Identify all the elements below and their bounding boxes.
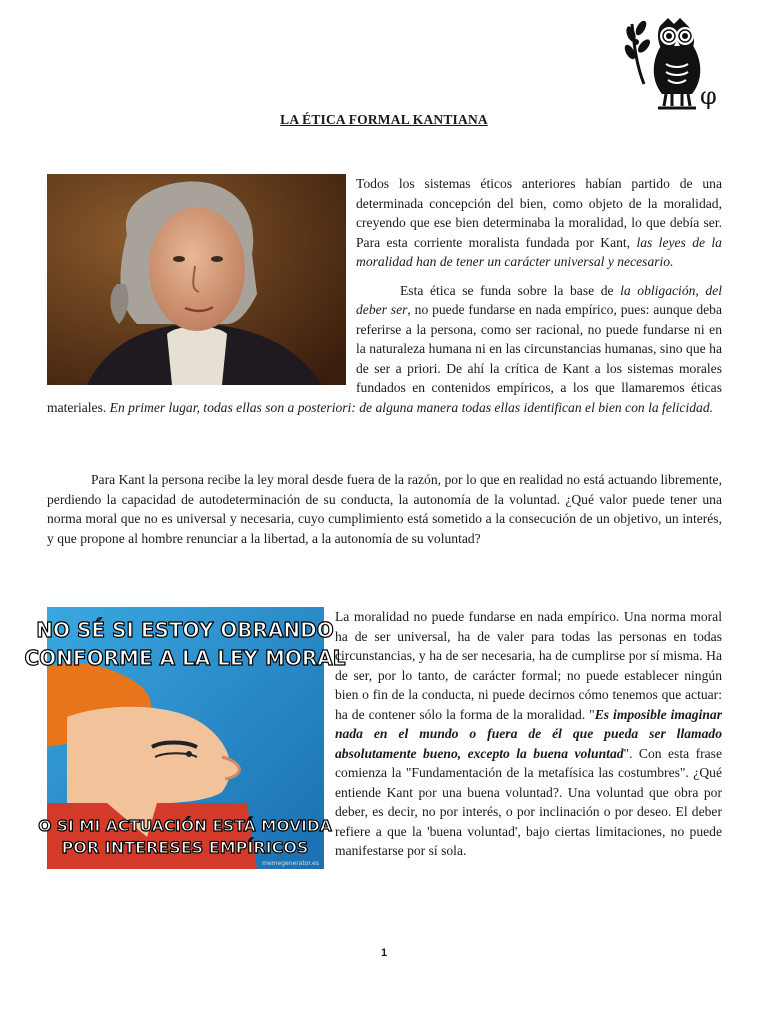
page-title: LA ÉTICA FORMAL KANTIANA — [280, 112, 488, 127]
svg-text:memegenerator.es: memegenerator.es — [262, 860, 319, 867]
svg-text:φ: φ — [700, 82, 717, 110]
paragraph-3: NO SÉ SI ESTOY OBRANDO CONFORME A LA LEY MORAL O SI MI ACTUACIÓN ESTÁ MOVIDA POR INTERESES EMPÍRICOS memegenerator.es La moralidad no puede fundarse en nada empírico. Una norma moral ha de ser universal, ha de valer para todas las personas en todas circunstancias, y ha de ser necesaria, ha de cumplirse por sí misma. Ha de ser, por lo tanto, de carácter formal; no puede establecer ningún bien o fin de la conducta, ni puede decirnos cómo tenemos que actuar: ha de contener sólo la forma de la moralidad. "Es imposible imaginar nada en el mundo o fuera de él que pueda ser llamado absolutamente bueno, excepto la buena voluntad". Con esta frase comienza la "Fundamentación de la metafísica las costumbres". ¿Qué entiende Kant por una buena voluntad?. Una voluntad que obra por deber, es decir, no por interés, o por inclinación o por deseo. El deber refiere a que la 'buena voluntad', bajo ciertas limitaciones, no puede manifestarse por sí sola. — [24, 609, 722, 867]
paragraph-1: Todos los sistemas éticos anteriores habían partido de una determinada concepción del bien, como objeto de la moralidad, creyendo que ese bien determinaba la moralidad, lo que debía ser. Para esta corriente moralista fundada por Kant, las leyes de la moralidad han de tener un carácter universal y necesario. Esta ética se funda sobre la base de la obligación, del deber ser, no puede fundarse en nada empírico, pues: aunque deba referirse a la persona, como ser racional, no puede fundarse ni en la naturaleza humana ni en las circunstancias humanas, sino que ha de ser a priori. De ahí la crítica de Kant a los sistemas morales fundados en contenidos empíricos, a los que llamaremos éticas materiales. En primer lugar, todas ellas son a posteriori: de alguna manera todas ellas identifican el bien con la felicidad. — [47, 176, 722, 415]
svg-text:POR INTERESES EMPÍRICOS: POR INTERESES EMPÍRICOS — [61, 838, 309, 857]
paragraph-2: Para Kant la persona recibe la ley moral desde fuera de la razón, por lo que en realidad no está actuando libremente, perdiendo la capacidad de autodeterminación de su conducta, la autonomía de la voluntad. ¿Qué valor puede tener una norma moral que no es universal y necesaria, cuyo cumplimiento está sometido a la consecución de un objetivo, un interés, y que propone al hombre renunciar a la libertad, a la autonomía de su voluntad? — [47, 472, 722, 546]
svg-text:O SI MI ACTUACIÓN ESTÁ MOVIDA: O SI MI ACTUACIÓN ESTÁ MOVIDA — [38, 817, 332, 835]
svg-text:NO SÉ SI ESTOY OBRANDO: NO SÉ SI ESTOY OBRANDO — [36, 618, 334, 642]
svg-text:CONFORME A LA LEY MORAL: CONFORME A LA LEY MORAL — [24, 646, 346, 670]
kant-portrait-image — [47, 174, 346, 385]
owl-logo-icon — [622, 14, 726, 114]
page-number: 1 — [380, 947, 388, 959]
fry-meme-image — [24, 607, 346, 869]
